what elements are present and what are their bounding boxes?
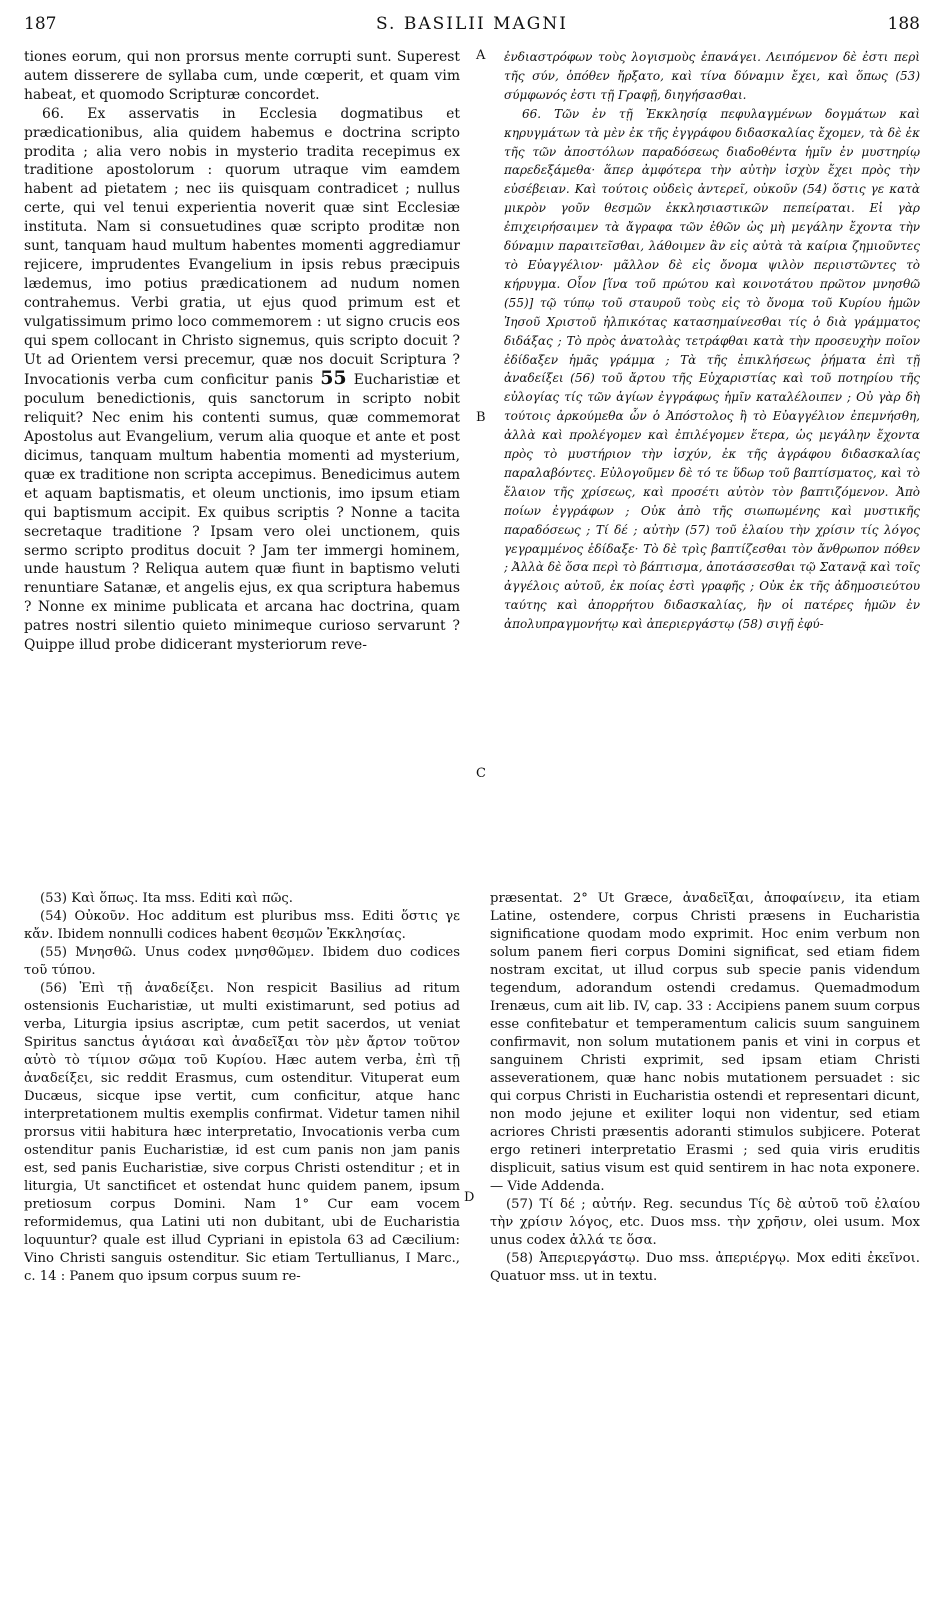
right-page-number: 188	[887, 14, 920, 34]
margin-letter: A	[476, 48, 486, 63]
margin-letters	[474, 48, 490, 886]
margin-letter: B	[476, 410, 486, 425]
footnote: (57) Τί δέ ; αὐτήν. Reg. secundus Τίς δὲ αὐτοῦ τοῦ ἐλαίου τὴν χρίσιν λόγος, etc. Duos mss. τὴν χρῆσιν, olei usum. Mox unus codex ἀλλά τε ὅσα.	[490, 1197, 920, 1248]
footnotes-left	[24, 890, 460, 1286]
footnote: (54) Οὐκοῦν. Hoc additum est pluribus mss. Editi ὅστις γε κἄν. Ibidem nonnulli codices habent θεσμῶν Ἐκκλησίας.	[24, 909, 460, 942]
main-text	[24, 48, 920, 886]
footnote: (55) Μνησθῶ. Unus codex μνησθῶμεν. Ibidem duo codices τοῦ τύπου.	[24, 945, 460, 978]
margin-letter: D	[464, 1190, 475, 1205]
greek-paragraph: 66. Τῶν ἐν τῇ Ἐκκλησίᾳ πεφυλαγμένων δογμάτων καὶ κηρυγμάτων τὰ μὲν ἐκ τῆς ἐγγράφου διδασκαλίας ἔχομεν, τὰ δὲ ἐκ τῆς τῶν ἀποστόλων παραδόσεως διαδοθέντα ἡμῖν ἐν μυστηρίῳ παρεδεξάμεθα· ἅπερ ἀμφότερα τὴν αὐτὴν ἰσχὺν ἔχει πρὸς τὴν εὐσέβειαν. Καὶ τούτοις οὐδεὶς ἀντερεῖ, οὐκοῦν (54) ὅστις γε κατὰ μικρὸν γοῦν θεσμῶν ἐκκλησιαστικῶν πεπείραται. Εἰ γὰρ ἐπιχειρήσαιμεν τὰ ἄγραφα τῶν ἐθῶν ὡς μὴ μεγάλην ἔχοντα τὴν δύναμιν παραιτεῖσθαι, λάθοιμεν ἂν εἰς αὐτὰ τὰ καίρια ζημιοῦντες τὸ Εὐαγγέλιον· μᾶλλον δὲ εἰς ὄνομα ψιλὸν περιιστῶντες τὸ κήρυγμα. Οἷον [ἵνα τοῦ πρώτου καὶ κοινοτάτου πρῶτον μνησθῶ (55)] τῷ τύπῳ τοῦ σταυροῦ τοὺς εἰς τὸ ὄνομα τοῦ Κυρίου ἡμῶν Ἰησοῦ Χριστοῦ ἠλπικότας κατασημαίνεσθαι τίς ὁ διὰ γράμματος διδάξας ; Τὸ πρὸς ἀνατολὰς τετράφθαι κατὰ τὴν προσευχὴν ποῖον ἐδίδαξεν ἡμᾶς γράμμα ; Τὰ τῆς ἐπικλήσεως ῥήματα ἐπὶ τῇ ἀναδείξει (56) τοῦ ἄρτου τῆς Εὐχαριστίας καὶ τοῦ ποτηρίου τῆς εὐλογίας τίς τῶν ἁγίων ἐγγράφως ἡμῖν καταλέλοιπεν ; Οὐ γὰρ δὴ τούτοις ἀρκούμεθα ὧν ὁ Ἀπόστολος ἢ τὸ Εὐαγγέλιον ἐπεμνήσθη, ἀλλὰ καὶ προλέγομεν καὶ ἐπιλέγομεν ἕτερα, ὡς μεγάλην ἔχοντα πρὸς τὸ μυστήριον τὴν ἰσχύν, ἐκ τῆς ἀγράφου διδασκαλίας παραλαβόντες. Εὐλογοῦμεν δὲ τό τε ὕδωρ τοῦ βαπτίσματος, καὶ τὸ ἔλαιον τῆς χρίσεως, καὶ προσέτι αὐτὸν τὸν βαπτιζόμενον. Ἀπὸ ποίων ἐγγράφων ; Οὐκ ἀπὸ τῆς σιωπωμένης καὶ μυστικῆς παραδόσεως ; Τί δέ ; αὐτὴν (57) τοῦ ἐλαίου τὴν χρίσιν τίς λόγος γεγραμμένος ἐδίδαξε· Τὸ δὲ τρὶς βαπτίζεσθαι τὸν ἄνθρωπον πόθεν ; Ἀλλὰ δὲ ὅσα περὶ τὸ βάπτισμα, ἀποτάσσεσθαι τῷ Σατανᾷ καὶ τοῖς ἀγγέλοις αὐτοῦ, ἐκ ποίας ἐστὶ γραφῆς ; Οὐκ ἐκ τῆς ἀδημοσιεύτου ταύτης καὶ ἀπορρήτου διδασκαλίας, ἣν οἱ πατέρες ἡμῶν ἐν ἀπολυπραγμονήτῳ καὶ ἀπεριεργάστῳ (58) σιγῇ ἐφύ-	[504, 106, 920, 632]
footnote: (53) Καὶ ὅπως. Ita mss. Editi καὶ πῶς.	[40, 891, 294, 906]
margin-letter: C	[476, 766, 486, 781]
latin-text: 66. Ex asservatis in Ecclesia dogmatibus et prædicationibus, alia quidem habemus e doctrina scripto prodita ; alia vero nobis in mysterio tradita recepimus ex traditione apostolorum : quorum utraque vim eamdem habent ad pietatem ; nec iis quisquam contradicet ; nullus certe, qui vel tenui experientia noverit quæ sint Ecclesiæ instituta. Nam si consuetudines quæ scripto proditæ non sunt, tanquam haud multum habentes momenti aggrediamur rejicere, imprudentes Evangelium in ipsis rebus præcipuis lædemus, imo potius prædicationem ad nudum nomen contrahemus. Verbi gratia, ut ejus quod primum est et vulgatissimum primo loco commemorem : ut signo crucis eos qui spem collocant in Christo signemus, quis scripto docuit ? Ut ad Orientem versi precemur, quæ nos docuit Scriptura ? Invocationis verba cum conficitur panis	[24, 105, 460, 389]
latin-column	[24, 48, 460, 886]
latin-paragraph	[24, 105, 460, 655]
footnote: præsentat. 2° Ut Græce, ἀναδεῖξαι, ἀποφαίνειν, ita etiam Latine, ostendere, corpus Christi præsens in Eucharistia significatione quodam modo exprimit. Hoc enim verbum non solum panem fieri corpus Domini significat, sed etiam fidem nostram excitat, ut illud corpus sub specie panis videndum tegendum, adorandum ostendi credamus. Quemadmodum Irenæus, cum ait lib. IV, cap. 33 : Accipiens panem suum corpus esse confitebatur et temperamentum calicis suum sanguinem confirmavit, non solum mutationem panis et vini in corpus et sanguinem Christi exprimit, sed ipsam etiam Christi asseverationem, quæ hanc nobis mutationem persuadet : sic qui corpus Christi in Eucharistia ostendi et representari dicunt, non modo jejune et exiliter loqui non videntur, sed etiam acriores Christi præsentis adoranti stimulos subjicere. Poterat ergo retineri interpretatio Erasmi ; sed quia viris eruditis displicuit, satius visum est quid sentirem in hac nota exponere. — Vide Addenda.	[490, 891, 920, 1194]
footnote: (56) Ἐπὶ τῇ ἀναδείξει. Non respicit Basilius ad ritum ostensionis Eucharistiæ, ut multi existimarunt, sed potius ad verba, Liturgia ipsius ascriptæ, cum petit sacerdos, ut veniat Spiritus sanctus ἁγιάσαι καὶ ἀναδεῖξαι τὸν μὲν ἄρτον τοῦτον αὐτὸ τὸ τίμιον σῶμα τοῦ Κυρίου. Hæc autem verba, ἐπὶ τῇ ἀναδείξει, sic reddit Erasmus, cum ostenditur. Vituperat eum Ducæus, sicque ipse vertit, cum conficitur, atque hanc interpretationem multis exemplis confirmat. Videtur tamen nihil prorsus vitii habitura hæc interpretatio, Invocationis verba cum ostenditur panis Eucharistiæ, id est cum panis non jam panis est, sed panis Eucharistiæ, sive corpus Christi ostenditur ; et in liturgia, Ut sanctificet et ostendat hunc quidem panem, ipsum pretiosum corpus Domini. Nam 1° Cur eam vocem reformidemus, qua Latini uti non dubitant, ubi de Eucharistia loquuntur? quale est illud Cypriani in epistola 63 ad Cæcilium: Vino Christi sanguis ostenditur. Sic etiam Tertullianus, I Marc., c. 14 : Panem quo ipsum corpus suum re-	[24, 981, 460, 1284]
footnotes	[24, 890, 920, 1286]
greek-paragraph: ἐνδιαστρόφων τοὺς λογισμοὺς ἐπανάγει. Λειπόμενον δὲ ἐστι περὶ τῆς σύν, ὁπόθεν ἤρξατο, καὶ τίνα δύναμιν ἔχει, καὶ ὅπως (53) σύμφωνός ἐστι τῇ Γραφῇ, διηγήσασθαι.	[504, 50, 920, 102]
latin-text: Eucharistiæ et poculum benedictionis, quis sanctorum in scripto nobit reliquit? Nec enim his contenti sumus, quæ commemorat Apostolus aut Evangelium, verum alia quoque et ante et post dicimus, tanquam multum habentia momenti ad mysterium, quæ ex traditione non scripta accepimus. Benedicimus autem et aquam baptismatis, et oleum unctionis, imo ipsum etiam qui baptismum accipit. Ex quibus scriptis ? Nonne a tacita secretaque traditione ? Ipsam vero olei unctionem, quis sermo scripto proditus docuit ? Jam ter immergi hominem, unde haustum ? Reliqua autem quæ fiunt in baptismo veluti renuntiare Satanæ, et angelis ejus, ex qua scriptura habemus ? Nonne ex minime publicata et arcana hac doctrina, quam patres nostri silentio quieto minimeque curioso servarunt ? Quippe illud probe didicerant mysteriorum reve-	[24, 372, 460, 654]
footnotes-right	[490, 890, 920, 1286]
footnote: (58) Ἀπεριεργάστῳ. Duo mss. ἀπεριέργῳ. Mox editi ἐκεῖνοι. Quatuor mss. ut in textu.	[490, 1251, 920, 1284]
running-title: S. BASILII MAGNI	[376, 14, 568, 34]
latin-paragraph: tiones eorum, qui non prorsus mente corrupti sunt. Superest autem disserere de syllaba cum, unde cœperit, et quam vim habeat, et quomodo Scripturæ concordet.	[24, 49, 460, 103]
greek-column	[504, 48, 920, 886]
column-number: 55	[320, 367, 347, 390]
running-header	[24, 14, 920, 48]
left-page-number: 187	[24, 14, 57, 34]
